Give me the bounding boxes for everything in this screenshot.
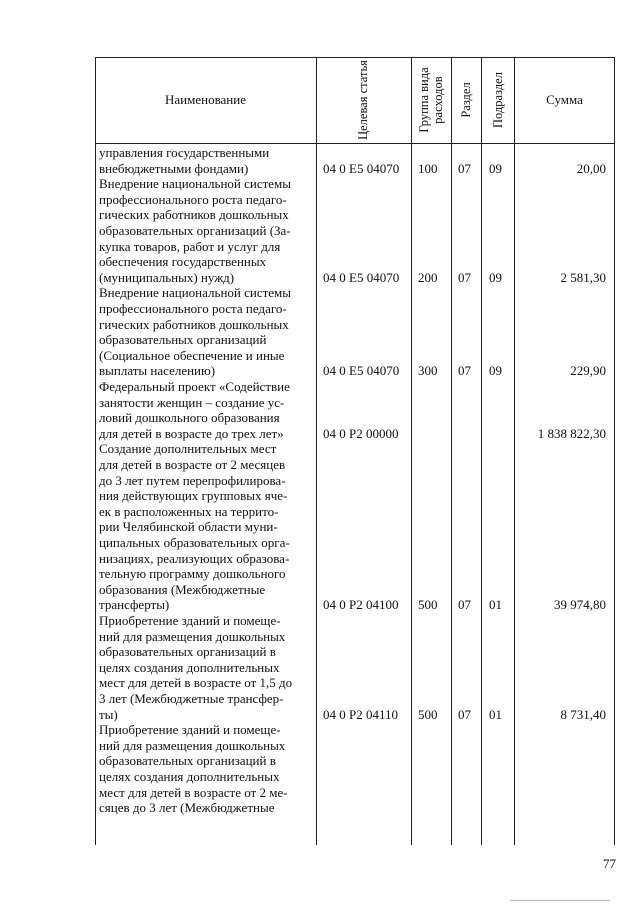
header-sum: Сумма: [546, 92, 583, 107]
row-name: [99, 379, 315, 441]
row-name-line: тельную программу дошкольного: [99, 566, 286, 582]
row-expense-group: 200: [418, 269, 438, 285]
row-name: [99, 285, 315, 379]
row-section: 07: [458, 363, 471, 379]
column-divider: [451, 57, 452, 845]
row-section: 07: [458, 160, 471, 176]
column-divider: [481, 57, 482, 845]
row-name: [99, 441, 315, 613]
budget-table: [95, 57, 615, 845]
table-border-left: [95, 57, 96, 845]
row-name-line: ний для размещения дошкольных: [99, 737, 286, 753]
row-expense-group: 500: [418, 597, 438, 613]
row-name-line: Создание дополнительных мест: [99, 441, 277, 457]
row-name-line: образовательных организаций в: [99, 644, 276, 660]
row-sum: 1 838 822,30: [537, 425, 606, 441]
row-name-line: ния действующих групповых яче-: [99, 488, 288, 504]
row-target: 04 0 P2 04110: [323, 706, 398, 722]
row-name-line: 3 лет (Межбюджетные трансфер-: [99, 690, 284, 706]
header-name: Наименование: [165, 92, 246, 107]
footer-rule: [510, 900, 610, 901]
row-expense-group: 500: [418, 706, 438, 722]
row-name-line: для детей в возрасте от 2 месяцев: [99, 456, 286, 472]
row-name-line: образовательных организаций (За-: [99, 222, 291, 238]
row-section: 07: [458, 706, 471, 722]
row-name-line: профессионального роста педаго-: [99, 191, 287, 207]
row-target: 04 0 E5 04070: [323, 269, 400, 285]
row-subsection: 01: [489, 597, 502, 613]
row-name-line: гических работников дошкольных: [99, 207, 289, 223]
header-subsection: Подраздел: [491, 72, 505, 128]
row-name-line: купка товаров, работ и услуг для: [99, 238, 281, 254]
row-name: [99, 176, 315, 285]
row-name-line: внебюджетными фондами): [99, 160, 249, 176]
row-section: 07: [458, 269, 471, 285]
row-name-line: выплаты населению): [99, 363, 216, 379]
row-subsection: 09: [489, 160, 502, 176]
row-name-line: мест для детей в возрасте от 1,5 до: [99, 675, 293, 691]
row-name: [99, 145, 315, 176]
header-target: Целевая статья: [356, 60, 370, 140]
row-name: [99, 613, 315, 722]
row-name-line: (муниципальных) нужд): [99, 269, 235, 285]
row-name-line: сяцев до 3 лет (Межбюджетные: [99, 800, 275, 816]
row-name-line: для детей в возрасте до трех лет»: [99, 425, 284, 441]
row-name-line: управления государственными: [99, 145, 270, 160]
row-name-line: Приобретение зданий и помеще-: [99, 613, 281, 628]
table-border-top: [95, 57, 615, 58]
row-name-line: рии Челябинской области муни-: [99, 519, 278, 535]
column-divider: [514, 57, 515, 845]
row-sum: 8 731,40: [560, 706, 606, 722]
column-divider: [411, 57, 412, 845]
row-expense-group: 300: [418, 363, 438, 379]
header-expense-group: Группа вида расходов: [417, 67, 445, 133]
row-name-line: Федеральный проект «Содействие: [99, 379, 290, 394]
column-divider: [316, 57, 317, 845]
row-name-line: трансферты): [99, 597, 170, 613]
row-name-line: мест для детей в возрасте от 2 ме-: [99, 784, 288, 800]
row-subsection: 09: [489, 269, 502, 285]
table-border-right: [614, 57, 615, 845]
row-name-line: целях создания дополнительных: [99, 659, 280, 675]
row-name-line: гических работников дошкольных: [99, 316, 289, 332]
row-name-line: образовательных организаций в: [99, 753, 276, 769]
row-section: 07: [458, 597, 471, 613]
row-name-line: ний для размещения дошкольных: [99, 628, 286, 644]
row-name: [99, 722, 315, 816]
row-name-line: занятости женщин – создание ус-: [99, 394, 285, 410]
row-name-line: Внедрение национальной системы: [99, 285, 292, 301]
row-name-line: образовательных организаций: [99, 332, 267, 348]
row-name-line: ципальных образовательных орга-: [99, 534, 290, 550]
row-name-line: ты): [99, 706, 118, 722]
row-sum: 39 974,80: [554, 597, 606, 613]
header-section: Раздел: [459, 82, 473, 118]
row-subsection: 09: [489, 363, 502, 379]
row-sum: 2 581,30: [560, 269, 606, 285]
row-expense-group: 100: [418, 160, 438, 176]
row-name-line: Внедрение национальной системы: [99, 176, 292, 192]
row-target: 04 0 P2 00000: [323, 425, 399, 441]
row-sum: 229,90: [570, 363, 606, 379]
row-name-line: ек в расположенных на террито-: [99, 503, 279, 519]
row-subsection: 01: [489, 706, 502, 722]
header-divider: [95, 143, 615, 144]
row-sum: 20,00: [576, 160, 606, 176]
row-target: 04 0 P2 04100: [323, 597, 399, 613]
row-target: 04 0 E5 04070: [323, 160, 400, 176]
row-name-line: обеспечения государственных: [99, 254, 267, 270]
row-name-line: до 3 лет путем перепрофилирова-: [99, 472, 286, 488]
row-name-line: Приобретение зданий и помеще-: [99, 722, 281, 738]
row-name-line: (Социальное обеспечение и иные: [99, 347, 285, 363]
row-name-line: ловий дошкольного образования: [99, 410, 280, 426]
row-name-line: низациях, реализующих образова-: [99, 550, 290, 566]
row-name-line: образования (Межбюджетные: [99, 581, 266, 597]
row-name-line: целях создания дополнительных: [99, 768, 280, 784]
row-target: 04 0 E5 04070: [323, 363, 400, 379]
row-name-line: профессионального роста педаго-: [99, 300, 287, 316]
page-number: 77: [603, 856, 616, 871]
